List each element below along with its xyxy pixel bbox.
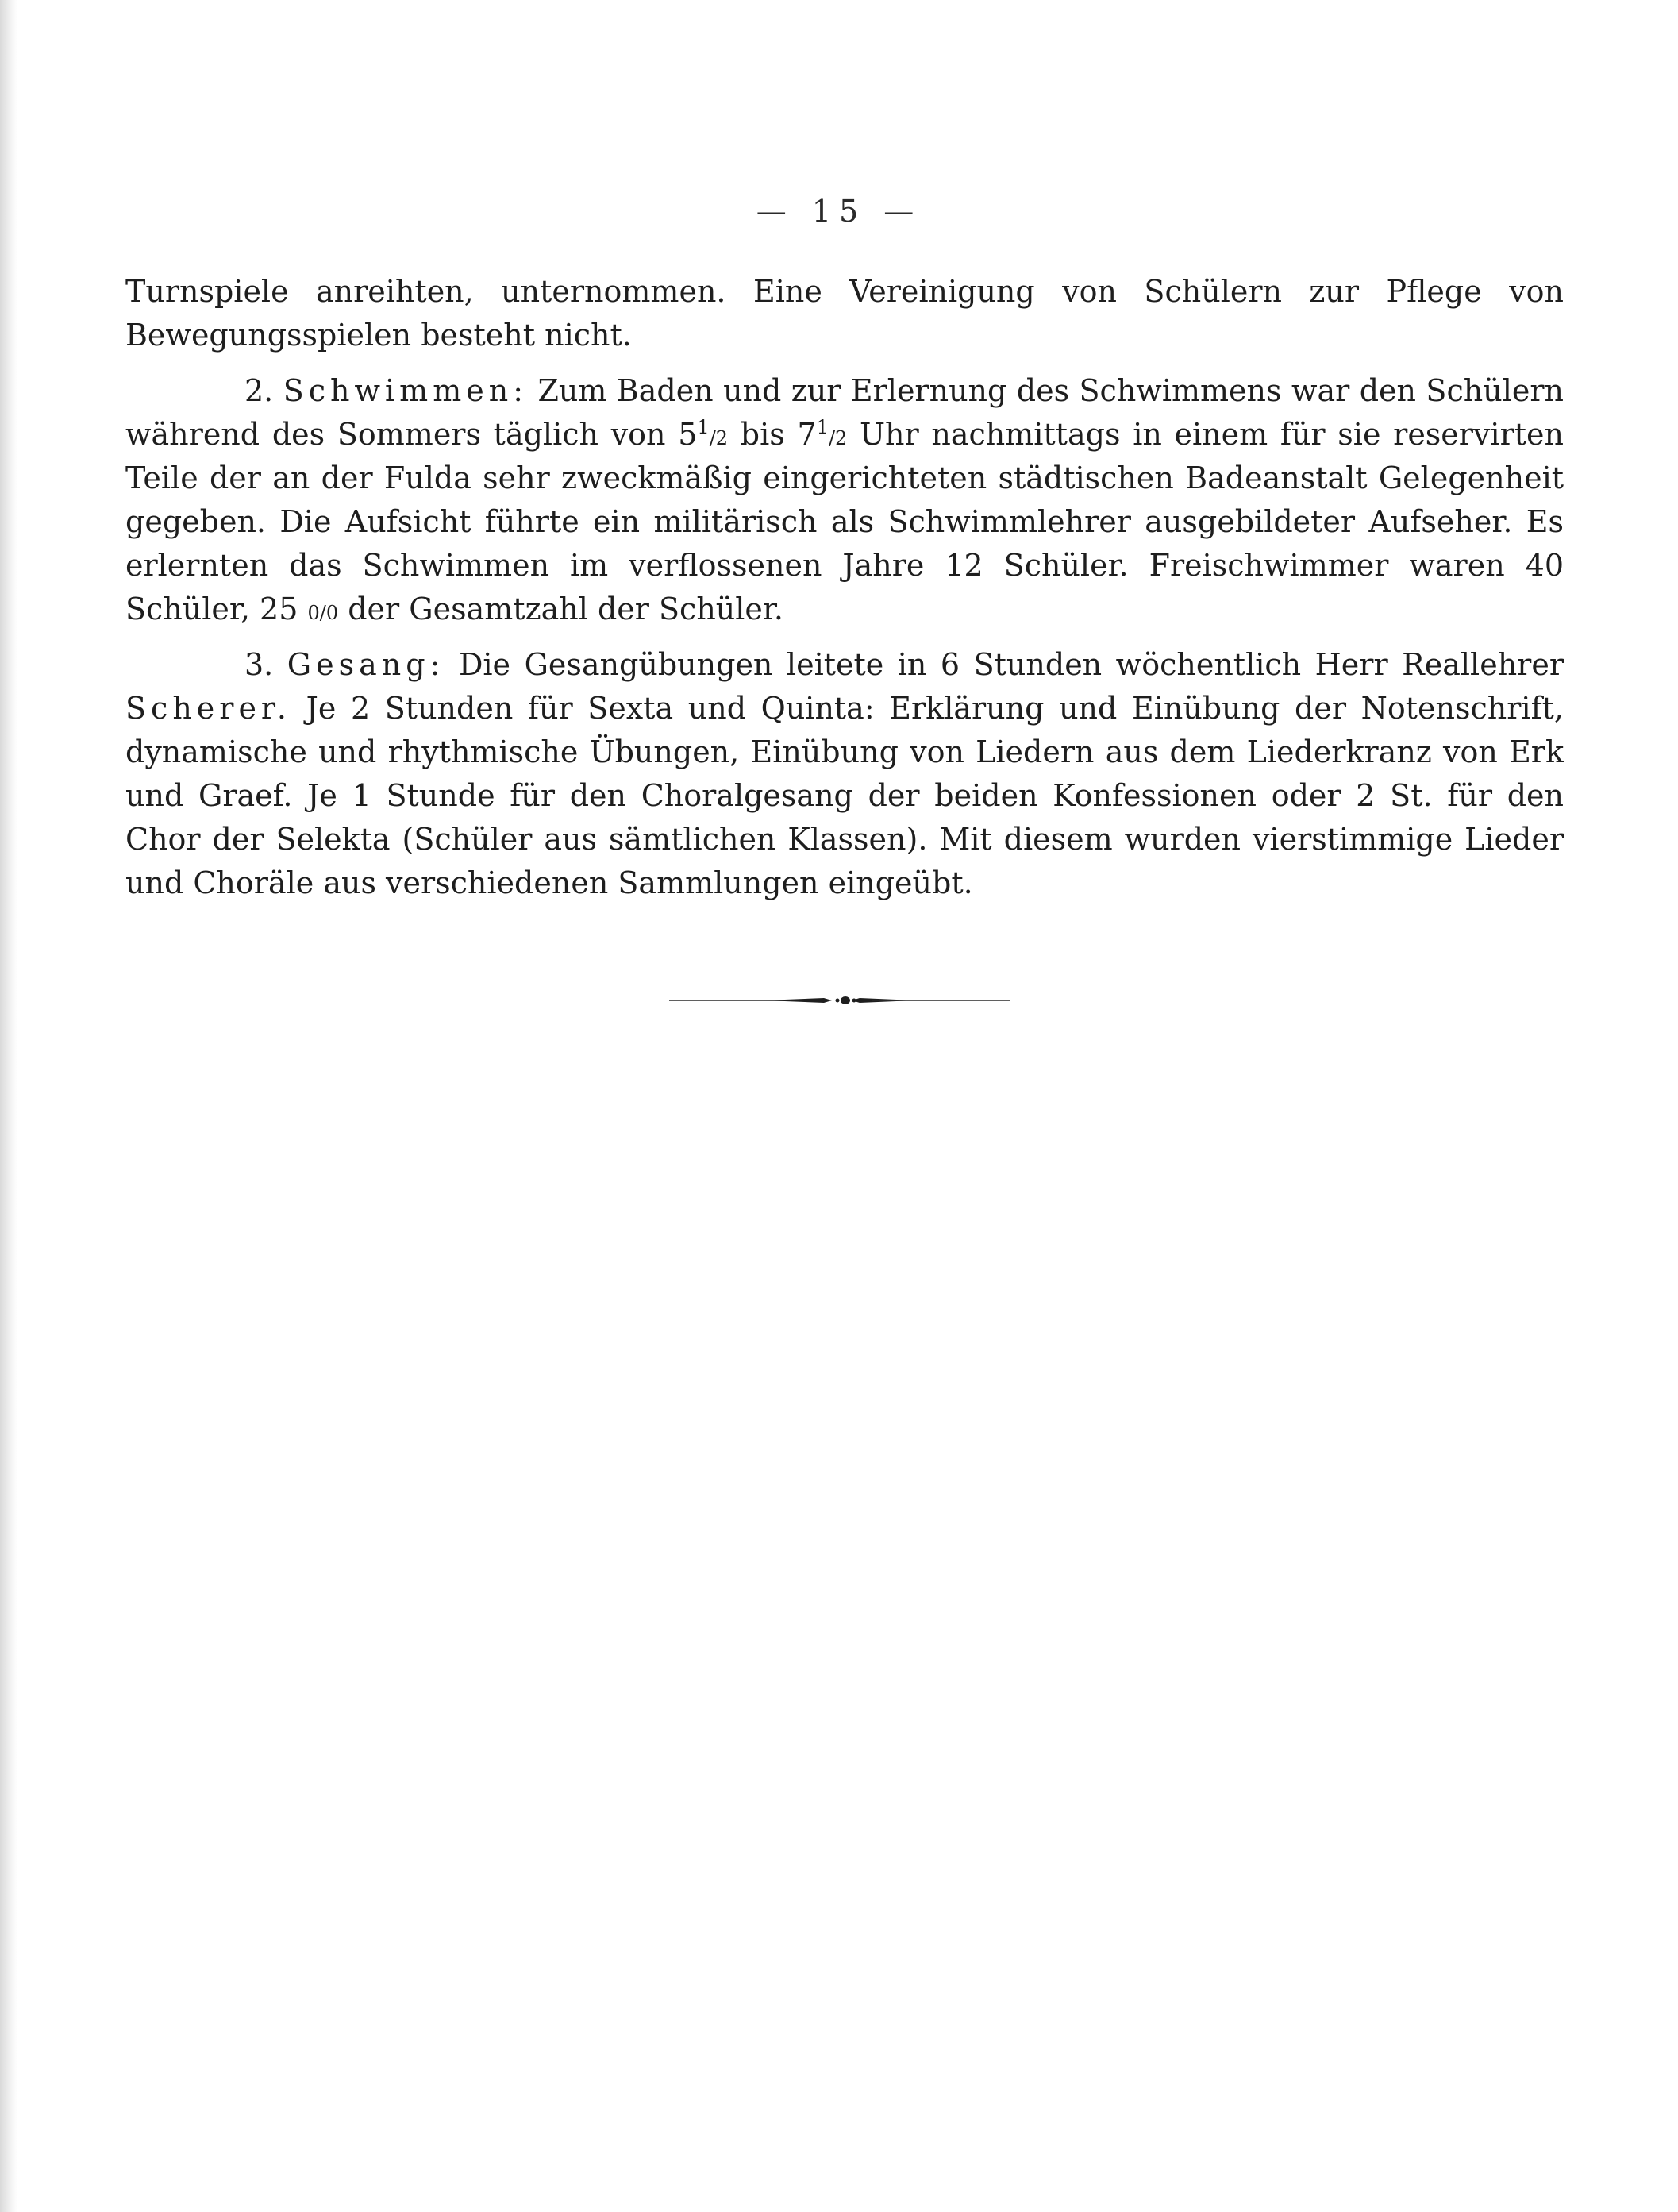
section-singing-number: 3. (244, 647, 274, 682)
section-swimming-text-d: der Gesamtzahl der Schüler. (348, 592, 783, 626)
section-swimming-text-b: bis 7 (740, 417, 817, 452)
section-singing-text-a: Die Gesangübungen leitete in 6 Stunden wöchentlich Herr Reallehrer (458, 647, 1564, 682)
section-swimming-number: 2. (244, 373, 274, 408)
intro-paragraph: Turnspiele anreihten, unternommen. Eine Vereinigung von Schülern zur Pflege von Bewegungsspielen besteht nicht. (125, 274, 1564, 353)
section-swimming-text-c: Uhr nachmittags in einem für sie reservirten Teile der an der Fulda sehr zweckmäßig eingerichteten städtischen Badeanstalt Gelegenheit gegeben. Die Aufsicht führte ein militärisch als Schwimmlehrer ausgebildeter Aufseher. Es erlernten das Schwimmen im verflossenen Jahre 12 Schüler. Freischwimmer waren 40 Schüler, 25 (125, 417, 1564, 626)
body-text (125, 270, 1564, 905)
section-singing-text-b: Je 2 Stunden für Sexta und Quinta: Erklärung und Einübung der Notenschrift, dynamische und rhythmische Übungen, Einübung von Liedern aus dem Liederkranz von Erk und Graef. Je 1 Stunde für den Choralgesang der beiden Konfessionen oder 2 St. für den Chor der Selekta (Schüler aus sämtlichen Klassen). Mit diesem wurden vierstimmige Lieder und Choräle aus verschiedenen Sammlungen eingeübt. (125, 691, 1564, 900)
section-singing-heading: Gesang: (287, 647, 445, 682)
page-number: — 15 — (756, 194, 922, 229)
section-swimming (125, 369, 1564, 631)
percent-sign: 0/0 (307, 602, 339, 624)
fraction-2-numerator: 1 (816, 416, 829, 438)
ornament-divider (669, 988, 1010, 1012)
section-swimming-text-a: Zum Baden und zur Erlernung des Schwimmens war den Schülern während des Sommers täglich von 5 (125, 373, 1564, 452)
fraction-1-denominator: /2 (709, 427, 729, 449)
page-edge-shadow (0, 0, 17, 2212)
fraction-2-denominator: /2 (828, 427, 848, 449)
section-swimming-heading: Schwimmen: (283, 373, 529, 408)
fraction-1-numerator: 1 (697, 416, 710, 438)
teacher-name: Scherer. (125, 691, 291, 726)
section-singing (125, 643, 1564, 905)
